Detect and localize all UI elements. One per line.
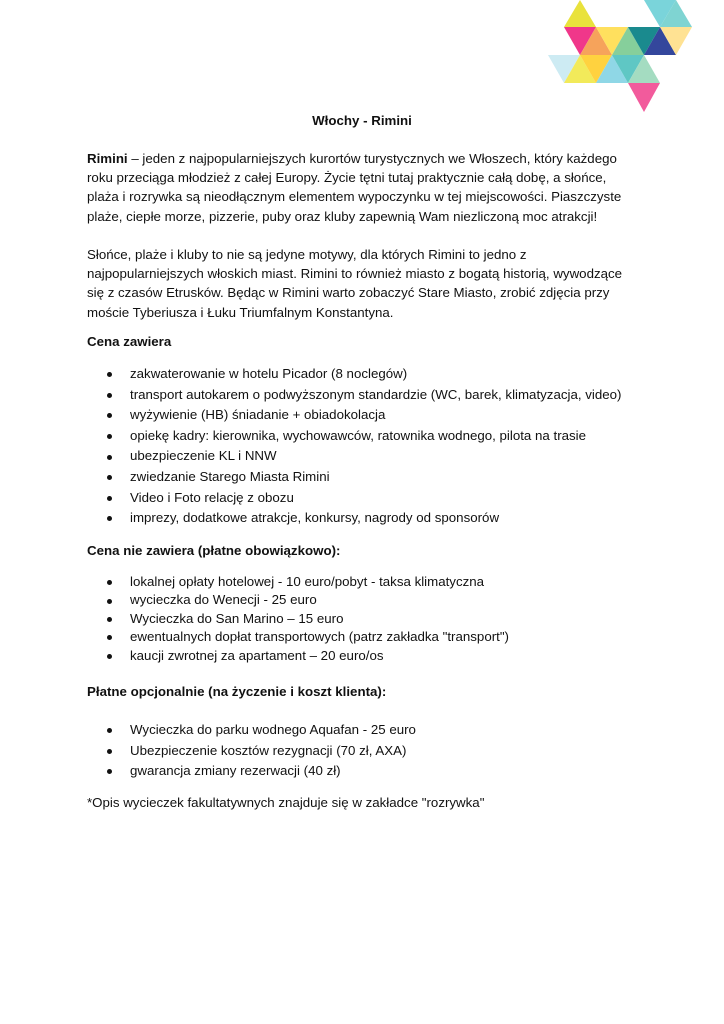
list-item: ubezpieczenie KL i NNW [87, 446, 647, 467]
list-item: ewentualnych dopłat transportowych (patrz zakładka "transport") [87, 628, 647, 646]
list-item: lokalnej opłaty hotelowej - 10 euro/pobyt - taksa klimatyczna [87, 573, 647, 591]
included-list [87, 364, 647, 529]
intro-lead: Rimini [87, 151, 128, 166]
list-item: imprezy, dodatkowe atrakcje, konkursy, nagrody od sponsorów [87, 508, 647, 529]
list-item: Video i Foto relację z obozu [87, 488, 647, 509]
optional-heading: Płatne opcjonalnie (na życzenie i koszt klienta): [87, 684, 387, 699]
intro-text: – jeden z najpopularniejszych kurortów turystycznych we Włoszech, który każdego roku przeciąga młodzież z całej Europy. Życie tętni tutaj praktycznie całą dobę, a słońce, plaża i rozrywka są nieodłącznym elementem wypoczynku w tej miejscowości. Piaszczyste plaże, ciepłe morze, pizzerie, puby oraz kluby zapewnią Wam niezliczoną moc atrakcji! [87, 151, 622, 224]
decorative-triangle-pattern [540, 0, 724, 118]
list-item: gwarancja zmiany rezerwacji (40 zł) [87, 761, 647, 782]
history-paragraph: Słońce, plaże i kluby to nie są jedyne motywy, dla których Rimini to jedno z najpopularniejszych włoskich miast. Rimini to również miasto z bogatą historią, wywodzące się z czasów Etrusków. Będąc w Rimini warto zobaczyć Stare Miasto, zrobić zdjęcia przy moście Tyberiusza i Łuku Triumfalnym Konstantyna. [87, 247, 623, 320]
list-item: wyżywienie (HB) śniadanie + obiadokolacja [87, 405, 647, 426]
triangle-pink-bottom [628, 83, 660, 112]
intro-paragraph [87, 149, 637, 226]
list-item: Wycieczka do San Marino – 15 euro [87, 610, 647, 628]
list-item: Ubezpieczenie kosztów rezygnacji (70 zł, AXA) [87, 741, 647, 762]
included-heading: Cena zawiera [87, 334, 172, 349]
not-included-list [87, 573, 647, 665]
list-item: zwiedzanie Starego Miasta Rimini [87, 467, 647, 488]
list-item: transport autokarem o podwyższonym standardzie (WC, barek, klimatyzacja, video) [87, 385, 647, 406]
list-item: zakwaterowanie w hotelu Picador (8 noclegów) [87, 364, 647, 385]
triangle-yellow-top [564, 0, 596, 27]
list-item: wycieczka do Wenecji - 25 euro [87, 591, 647, 609]
list-item: Wycieczka do parku wodnego Aquafan - 25 euro [87, 720, 647, 741]
not-included-heading: Cena nie zawiera (płatne obowiązkowo): [87, 543, 341, 558]
page-title: Włochy - Rimini [312, 113, 412, 128]
list-item: opiekę kadry: kierownika, wychowawców, ratownika wodnego, pilota na trasie [87, 426, 647, 447]
optional-list [87, 720, 647, 782]
footnote: *Opis wycieczek fakultatywnych znajduje się w zakładce "rozrywka" [87, 795, 485, 810]
list-item: kaucji zwrotnej za apartament – 20 euro/os [87, 647, 647, 665]
